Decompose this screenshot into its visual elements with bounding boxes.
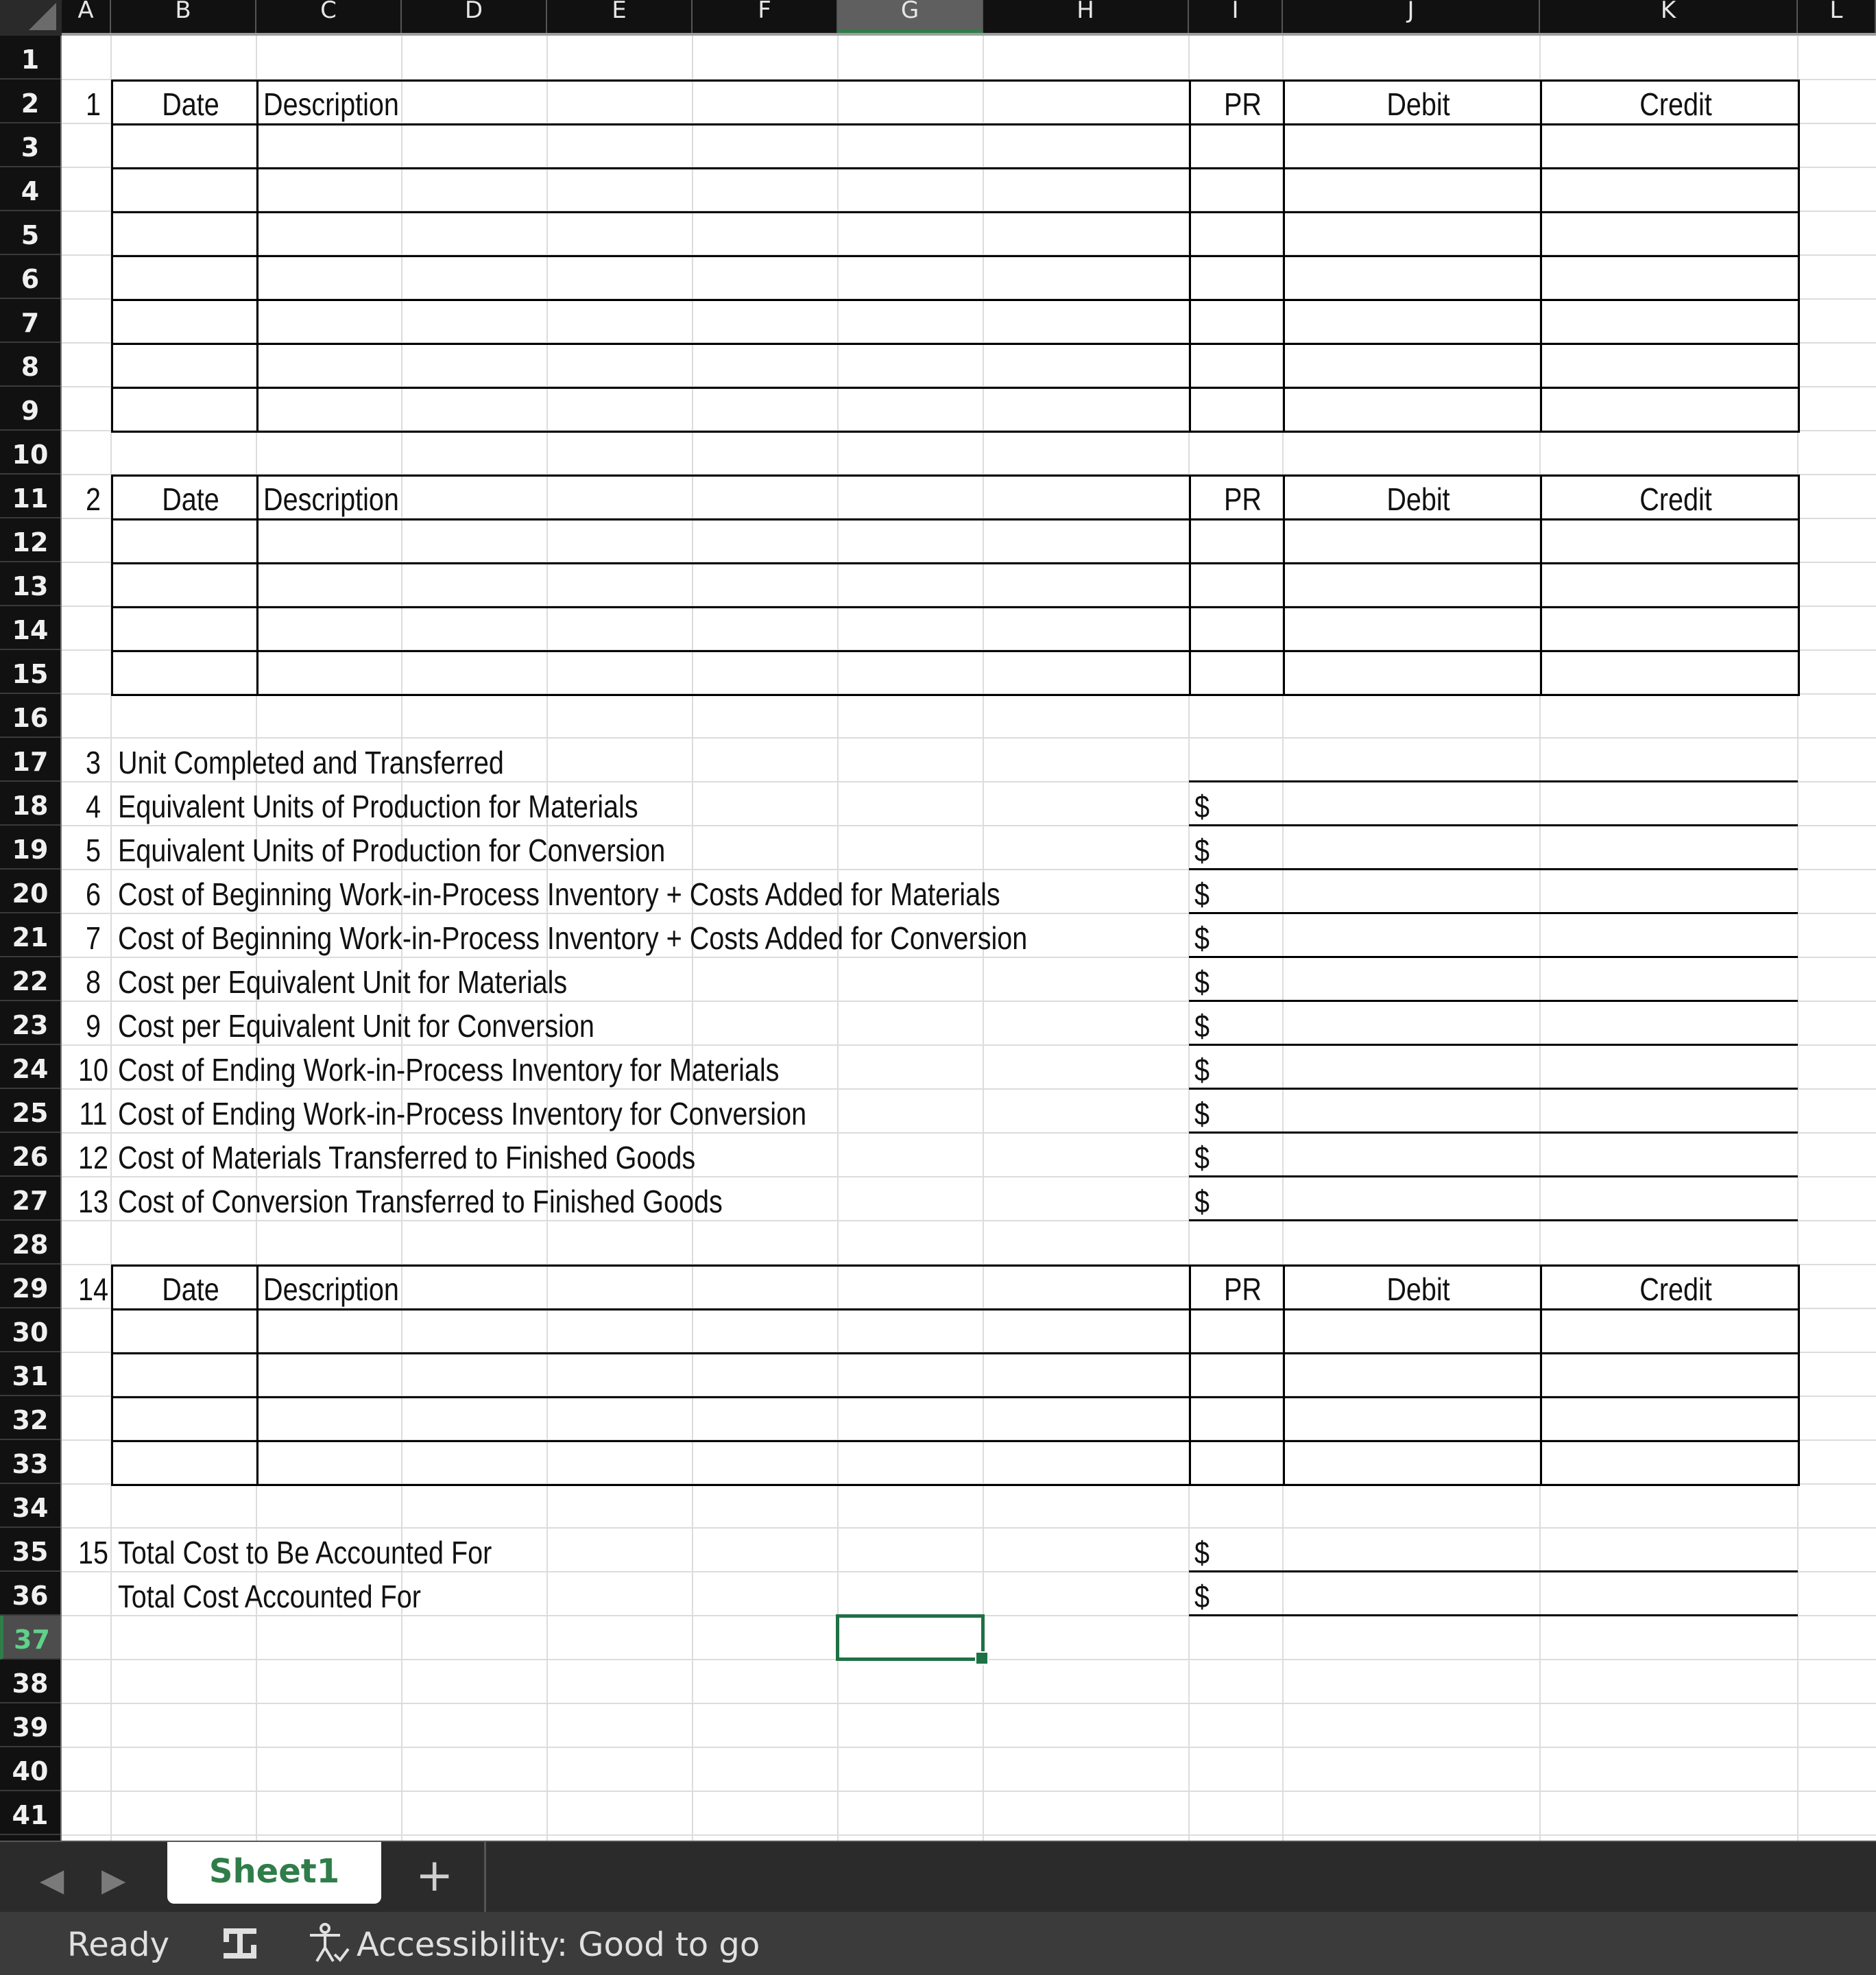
journal-header-date: Date: [162, 1271, 219, 1307]
row-header-18[interactable]: 18: [0, 782, 60, 826]
dollar-sign: $: [1194, 1184, 1210, 1219]
row-header-38[interactable]: 38: [0, 1660, 60, 1703]
row-header-14[interactable]: 14: [0, 606, 60, 650]
question-label: Cost of Ending Work-in-Process Inventory for Conversion: [118, 1096, 807, 1132]
row-header-5[interactable]: 5: [0, 211, 60, 255]
question-number: 8: [85, 964, 101, 1000]
question-number: 6: [85, 876, 101, 912]
journal-column-border: [256, 1265, 258, 1484]
answer-underline: [1189, 780, 1798, 782]
journal-row-border: [111, 606, 1798, 608]
column-header-e[interactable]: E: [547, 0, 693, 33]
macro-recording-icon[interactable]: [218, 1922, 262, 1974]
accessibility-status-text[interactable]: Accessibility: Good to go: [357, 1926, 760, 1964]
dollar-sign: $: [1194, 1052, 1210, 1088]
column-header-k[interactable]: K: [1540, 0, 1798, 33]
question-label: Equivalent Units of Production for Materials: [118, 789, 638, 824]
row-header-23[interactable]: 23: [0, 1001, 60, 1045]
row-header-36[interactable]: 36: [0, 1572, 60, 1616]
journal-header-date: Date: [162, 86, 219, 122]
status-ready-text: Ready: [67, 1926, 170, 1964]
column-header-c[interactable]: C: [256, 0, 402, 33]
journal-header-credit: Credit: [1639, 86, 1712, 122]
row-header-34[interactable]: 34: [0, 1484, 60, 1528]
journal-header-description: Description: [263, 481, 399, 517]
dollar-sign: $: [1194, 789, 1210, 824]
row-header-21[interactable]: 21: [0, 913, 60, 957]
row-header-8[interactable]: 8: [0, 343, 60, 387]
dollar-sign: $: [1194, 1535, 1210, 1570]
gridline-horizontal: [62, 737, 1876, 739]
journal-row-border: [111, 343, 1798, 345]
question-number: 5: [85, 833, 101, 868]
dollar-sign: $: [1194, 964, 1210, 1000]
row-header-37[interactable]: 37: [0, 1616, 60, 1660]
question-number: 7: [85, 920, 101, 956]
row-header-19[interactable]: 19: [0, 826, 60, 870]
question-number: 11: [79, 1096, 108, 1132]
next-sheet-arrow-icon[interactable]: ▶: [101, 1861, 126, 1898]
row-header-22[interactable]: 22: [0, 957, 60, 1001]
status-bar: [0, 1912, 1876, 1975]
journal-column-border: [256, 475, 258, 694]
question-number: 10: [77, 1052, 108, 1088]
column-header-l[interactable]: L: [1798, 0, 1876, 33]
answer-underline: [1189, 868, 1798, 870]
journal-row-border: [111, 255, 1798, 257]
journal-number-1: 1: [85, 86, 101, 122]
row-header-1[interactable]: 1: [0, 36, 60, 80]
tab-divider: [484, 1842, 486, 1913]
dollar-sign: $: [1194, 920, 1210, 956]
gridline-horizontal: [62, 1791, 1876, 1792]
row-header-6[interactable]: 6: [0, 255, 60, 299]
row-header-32[interactable]: 32: [0, 1396, 60, 1440]
question-number: 12: [77, 1140, 108, 1175]
question-label: Cost per Equivalent Unit for Materials: [118, 964, 568, 1000]
row-header-20[interactable]: 20: [0, 870, 60, 913]
dollar-sign: $: [1194, 1579, 1210, 1614]
row-header-28[interactable]: 28: [0, 1221, 60, 1265]
journal-column-border: [1189, 80, 1191, 431]
answer-underline: [1189, 912, 1798, 914]
journal-row-border: [111, 387, 1798, 389]
question-label: Cost of Conversion Transferred to Finished Goods: [118, 1184, 723, 1219]
row-header-10[interactable]: 10: [0, 431, 60, 475]
gridline-horizontal: [62, 1527, 1876, 1529]
journal-header-credit: Credit: [1639, 1271, 1712, 1307]
journal-row-border: [111, 1352, 1798, 1354]
journal-column-border: [256, 80, 258, 431]
question-label: Equivalent Units of Production for Conversion: [118, 833, 666, 868]
column-header-a[interactable]: A: [62, 0, 111, 33]
answer-underline: [1189, 1614, 1798, 1616]
select-all-triangle-icon: [29, 3, 56, 30]
gridline-horizontal: [62, 1703, 1876, 1704]
journal-column-border: [1283, 1265, 1285, 1484]
journal-row-border: [111, 650, 1798, 652]
add-sheet-button[interactable]: +: [416, 1849, 454, 1902]
answer-underline: [1189, 1570, 1798, 1572]
journal-row-border: [111, 167, 1798, 169]
question-label: Cost of Beginning Work-in-Process Inventory + Costs Added for Conversion: [118, 920, 1028, 956]
answer-underline: [1189, 1044, 1798, 1046]
row-header-7[interactable]: 7: [0, 299, 60, 343]
journal-header-description: Description: [263, 1271, 399, 1307]
journal-column-border: [1540, 80, 1542, 431]
question-label: Cost of Ending Work-in-Process Inventory for Materials: [118, 1052, 780, 1088]
journal-header-pr: PR: [1224, 481, 1262, 517]
journal-column-border: [1540, 475, 1542, 694]
journal-column-border: [1283, 80, 1285, 431]
prev-sheet-arrow-icon[interactable]: ◀: [40, 1861, 64, 1898]
row-header-35[interactable]: 35: [0, 1528, 60, 1572]
fill-handle[interactable]: [975, 1651, 989, 1665]
sheet-tab-sheet1[interactable]: Sheet1: [167, 1842, 381, 1904]
journal-header-debit: Debit: [1386, 481, 1450, 517]
row-header-27[interactable]: 27: [0, 1177, 60, 1221]
row-header-29[interactable]: 29: [0, 1265, 60, 1308]
journal-header-debit: Debit: [1386, 86, 1450, 122]
active-cell-selection[interactable]: [836, 1614, 985, 1661]
row-header-9[interactable]: 9: [0, 387, 60, 431]
answer-underline: [1189, 1219, 1798, 1221]
row-header-41[interactable]: 41: [0, 1791, 60, 1835]
journal-row-border: [111, 562, 1798, 564]
sheet-tab-bar: [0, 1841, 1876, 1912]
row-header-33[interactable]: 33: [0, 1440, 60, 1484]
row-header-bar: [0, 36, 62, 1841]
journal-header-debit: Debit: [1386, 1271, 1450, 1307]
select-all-corner[interactable]: [0, 0, 62, 36]
question-label: Total Cost to Be Accounted For: [118, 1535, 492, 1570]
column-header-bar: [0, 0, 1876, 36]
question-label: Cost of Materials Transferred to Finished Goods: [118, 1140, 696, 1175]
journal-number-14: 14: [77, 1271, 108, 1307]
question-label: Cost per Equivalent Unit for Conversion: [118, 1008, 594, 1044]
answer-underline: [1189, 824, 1798, 826]
journal-row-border: [111, 211, 1798, 213]
dollar-sign: $: [1194, 1096, 1210, 1132]
journal-column-border: [1189, 475, 1191, 694]
row-header-13[interactable]: 13: [0, 562, 60, 606]
column-header-i[interactable]: I: [1189, 0, 1283, 33]
journal-header-description: Description: [263, 86, 399, 122]
worksheet-grid[interactable]: [62, 36, 1876, 1841]
column-header-b[interactable]: B: [111, 0, 256, 33]
journal-header-pr: PR: [1224, 1271, 1262, 1307]
answer-underline: [1189, 1088, 1798, 1090]
journal-row-border: [111, 1440, 1798, 1442]
journal-column-border: [1283, 475, 1285, 694]
gridline-horizontal: [62, 1747, 1876, 1748]
row-header-15[interactable]: 15: [0, 650, 60, 694]
journal-row-border: [111, 299, 1798, 301]
journal-number-2: 2: [85, 481, 101, 517]
row-header-25[interactable]: 25: [0, 1089, 60, 1133]
journal-column-border: [1540, 1265, 1542, 1484]
column-header-j[interactable]: J: [1283, 0, 1540, 33]
journal-row-border: [111, 1396, 1798, 1398]
journal-column-border: [1189, 1265, 1191, 1484]
row-header-3[interactable]: 3: [0, 123, 60, 167]
column-header-h[interactable]: H: [983, 0, 1189, 33]
answer-underline: [1189, 1132, 1798, 1134]
accessibility-icon[interactable]: [306, 1922, 351, 1974]
question-number: 15: [77, 1535, 108, 1570]
journal-header-pr: PR: [1224, 86, 1262, 122]
row-header-24[interactable]: 24: [0, 1045, 60, 1089]
journal-header-date: Date: [162, 481, 219, 517]
row-header-11[interactable]: 11: [0, 475, 60, 518]
column-header-d[interactable]: D: [402, 0, 547, 33]
row-header-17[interactable]: 17: [0, 738, 60, 782]
row-header-16[interactable]: 16: [0, 694, 60, 738]
row-header-26[interactable]: 26: [0, 1133, 60, 1177]
column-header-g[interactable]: G: [838, 0, 983, 33]
question-number: 9: [85, 1008, 101, 1044]
row-header-4[interactable]: 4: [0, 167, 60, 211]
row-header-31[interactable]: 31: [0, 1352, 60, 1396]
question-label: Cost of Beginning Work-in-Process Inventory + Costs Added for Materials: [118, 876, 1000, 912]
row-header-12[interactable]: 12: [0, 518, 60, 562]
row-header-39[interactable]: 39: [0, 1703, 60, 1747]
row-header-2[interactable]: 2: [0, 80, 60, 123]
question-number: 4: [85, 789, 101, 824]
column-header-f[interactable]: F: [693, 0, 838, 33]
question-label: Unit Completed and Transferred: [118, 745, 504, 780]
gridline-horizontal: [62, 1834, 1876, 1836]
question-number: 3: [85, 745, 101, 780]
row-header-30[interactable]: 30: [0, 1308, 60, 1352]
answer-underline: [1189, 956, 1798, 958]
journal-header-credit: Credit: [1639, 481, 1712, 517]
dollar-sign: $: [1194, 833, 1210, 868]
answer-underline: [1189, 1000, 1798, 1002]
dollar-sign: $: [1194, 1140, 1210, 1175]
dollar-sign: $: [1194, 876, 1210, 912]
row-header-40[interactable]: 40: [0, 1747, 60, 1791]
dollar-sign: $: [1194, 1008, 1210, 1044]
question-label: Total Cost Accounted For: [118, 1579, 421, 1614]
answer-underline: [1189, 1175, 1798, 1177]
question-number: 13: [77, 1184, 108, 1219]
